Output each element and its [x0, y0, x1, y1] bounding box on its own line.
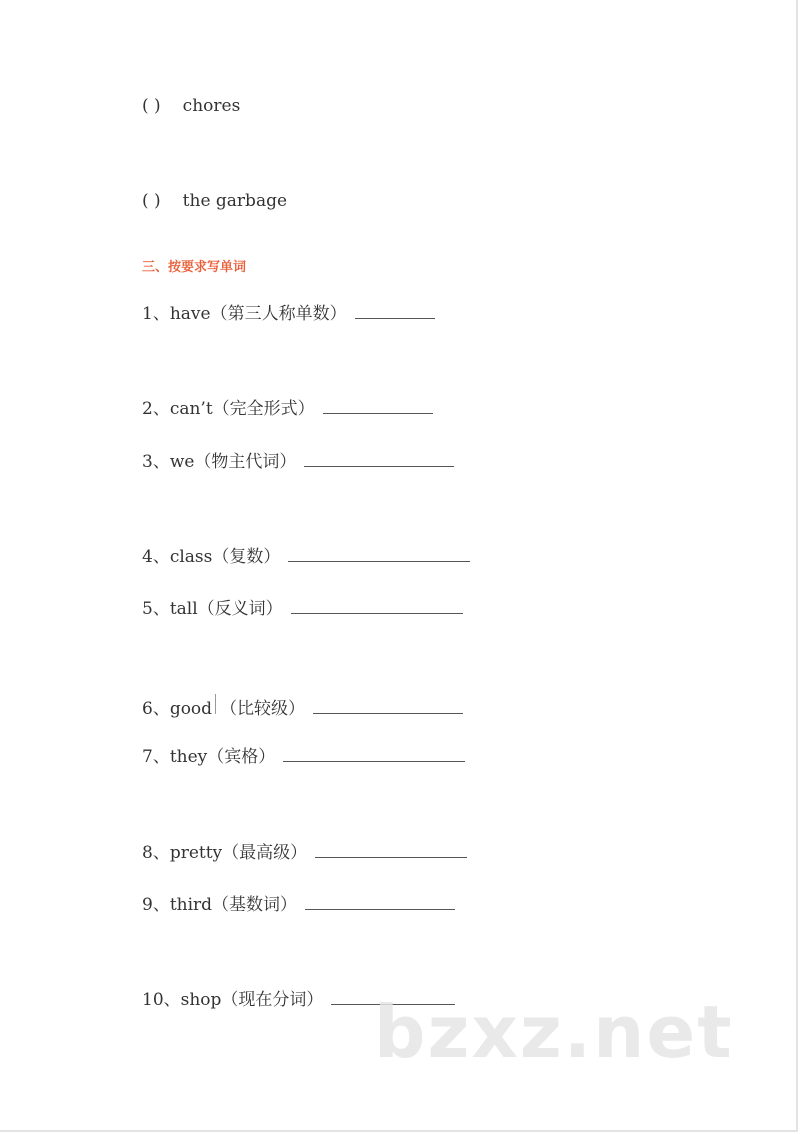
match-item-chores — [142, 95, 240, 117]
question-6 — [142, 694, 463, 720]
text-cursor — [215, 694, 216, 714]
question-text: 10、shop（现在分词） — [142, 990, 324, 1010]
question-9 — [142, 894, 455, 916]
question-text: 8、pretty（最高级） — [142, 843, 308, 863]
question-7 — [142, 746, 465, 768]
answer-parentheses: ( ) — [142, 191, 161, 211]
answer-blank — [315, 843, 467, 858]
answer-parentheses: ( ) — [142, 96, 161, 116]
question-text-word: 6、good — [142, 699, 213, 719]
question-text: 9、third（基数词） — [142, 895, 298, 915]
answer-blank — [288, 547, 470, 562]
answer-blank — [291, 599, 463, 614]
question-4 — [142, 546, 470, 568]
section-title: 三、按要求写单词 — [142, 260, 247, 275]
answer-blank — [283, 747, 465, 762]
question-1 — [142, 303, 435, 325]
question-text: 2、can’t（完全形式） — [142, 399, 315, 419]
question-8 — [142, 842, 467, 864]
question-text: 7、they（宾格） — [142, 747, 276, 767]
answer-blank — [355, 304, 435, 319]
question-text-hint: （比较级） — [220, 699, 306, 719]
question-2 — [142, 398, 433, 420]
answer-blank — [304, 452, 454, 467]
answer-blank — [313, 699, 463, 714]
question-text: 4、class（复数） — [142, 547, 281, 567]
question-text: 1、have（第三人称单数） — [142, 304, 347, 324]
answer-blank — [323, 399, 433, 414]
answer-blank — [305, 895, 455, 910]
match-item-garbage — [142, 190, 287, 212]
match-word: chores — [182, 96, 241, 116]
watermark: bzxz.net — [374, 990, 734, 1074]
question-3 — [142, 451, 454, 473]
question-5 — [142, 598, 463, 620]
match-word: the garbage — [182, 191, 288, 211]
question-text: 5、tall（反义词） — [142, 599, 283, 619]
question-text: 3、we（物主代词） — [142, 452, 297, 472]
